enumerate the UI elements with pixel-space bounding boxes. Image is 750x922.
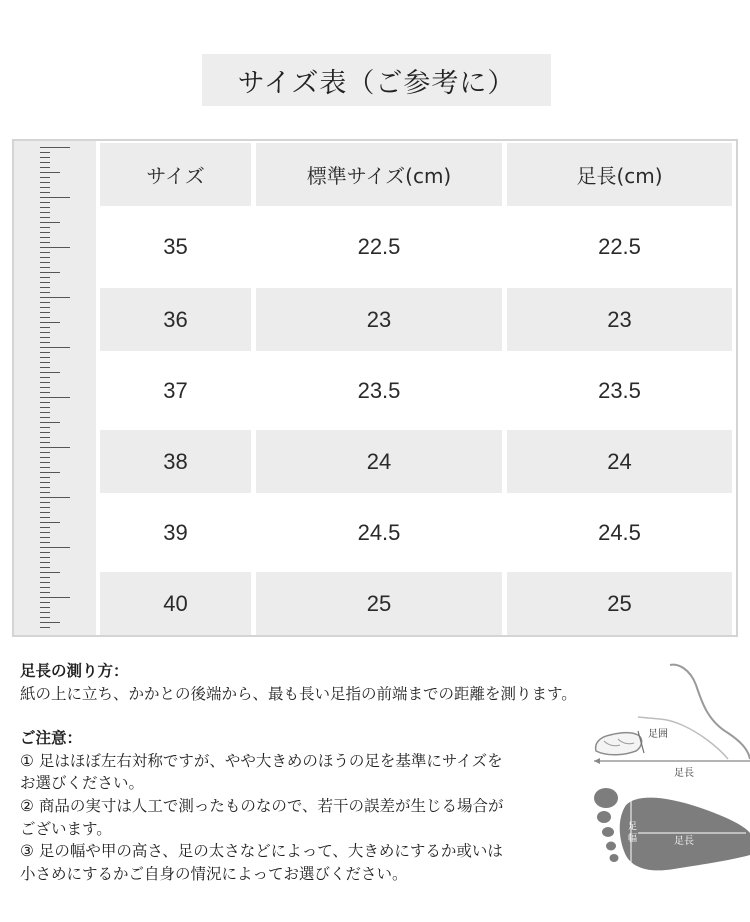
ruler-tick xyxy=(40,627,50,628)
header-size: サイズ xyxy=(100,143,251,206)
ruler-tick xyxy=(40,172,60,173)
ruler-tick xyxy=(40,352,50,353)
ruler-tick xyxy=(40,567,50,568)
ruler-tick xyxy=(40,427,50,428)
cell-foot-length: 23.5 xyxy=(598,377,641,403)
ruler-tick xyxy=(40,232,50,233)
caution-line: ② 商品の実寸は人工で測ったものなので、若干の誤差が生じる場合が xyxy=(20,796,504,815)
caution-line: お選びください。 xyxy=(20,774,145,793)
ruler-tick xyxy=(40,522,60,523)
ruler-tick xyxy=(40,242,50,243)
cell-standard-size: 24.5 xyxy=(357,519,401,545)
ruler-tick xyxy=(40,382,50,383)
ruler-tick xyxy=(40,167,50,168)
ruler-tick xyxy=(40,387,50,388)
ruler-tick xyxy=(40,457,50,458)
ruler-tick xyxy=(40,162,50,163)
ruler-tick xyxy=(40,222,60,223)
ruler-tick xyxy=(40,462,50,463)
ruler-tick xyxy=(40,542,50,543)
ruler-tick xyxy=(40,152,50,153)
ruler-tick xyxy=(40,267,50,268)
ruler-tick xyxy=(40,192,50,193)
cell-size: 38 xyxy=(100,430,251,493)
ruler-tick xyxy=(40,492,50,493)
cell-size: 39 xyxy=(163,519,188,545)
cell-size: 37 xyxy=(163,377,188,403)
ruler-tick xyxy=(40,447,70,448)
cell-size: 35 xyxy=(163,233,188,259)
ruler-tick xyxy=(40,147,70,148)
foot-measurement-diagram xyxy=(578,655,750,895)
ruler-tick xyxy=(40,362,50,363)
ruler-tick xyxy=(40,282,50,283)
ruler-tick xyxy=(40,582,50,583)
ruler-tick xyxy=(40,187,50,188)
ruler-tick xyxy=(40,182,50,183)
cell-foot-length: 22.5 xyxy=(598,233,641,259)
cell-standard-size: 24 xyxy=(256,430,502,493)
ruler-tick xyxy=(40,617,50,618)
ruler-tick xyxy=(40,532,50,533)
ruler-tick xyxy=(40,572,60,573)
ruler-tick xyxy=(40,622,60,623)
ruler-tick xyxy=(40,552,50,553)
ruler-tick xyxy=(40,207,50,208)
width-label-char: 足 xyxy=(628,822,638,832)
cell-foot-length: 24.5 xyxy=(598,519,641,545)
cell-foot-length: 23 xyxy=(507,288,732,351)
caution-line: ございます。 xyxy=(20,819,112,838)
ruler-tick xyxy=(40,397,70,398)
cell-foot-length: 25 xyxy=(507,572,732,635)
ruler-tick xyxy=(40,177,50,178)
ruler-tick xyxy=(40,602,50,603)
cell-size: 40 xyxy=(100,572,251,635)
ruler-tick xyxy=(40,407,50,408)
cell-size: 36 xyxy=(100,288,251,351)
foot-side-outline xyxy=(670,665,750,759)
ruler-tick xyxy=(40,412,50,413)
ruler-tick xyxy=(40,337,50,338)
ruler-tick xyxy=(40,402,50,403)
cell-standard-size: 22.5 xyxy=(357,233,401,259)
width-label-char: 幅 xyxy=(628,834,638,844)
ruler-tick xyxy=(40,392,50,393)
ruler-tick xyxy=(40,507,50,508)
footprint-sole xyxy=(620,798,750,871)
caution-heading: ご注意： xyxy=(20,729,83,748)
toe-outline xyxy=(596,733,642,755)
ruler-tick xyxy=(40,597,70,598)
ruler-tick xyxy=(40,272,60,273)
caution-line: ① 足はほぼ左右対称ですが、やや大きめのほうの足を基準にサイズを xyxy=(20,751,503,770)
ruler-tick xyxy=(40,422,60,423)
cell-standard-size: 25 xyxy=(256,572,502,635)
ruler-tick xyxy=(40,247,70,248)
ruler-tick xyxy=(40,442,50,443)
ruler-tick xyxy=(40,432,50,433)
ruler-tick xyxy=(40,452,50,453)
ruler-tick xyxy=(40,537,50,538)
ruler-tick xyxy=(40,607,50,608)
ruler-tick xyxy=(40,502,50,503)
ruler-tick xyxy=(40,467,50,468)
measure-heading: 足長の測り方： xyxy=(20,662,129,680)
ruler-tick xyxy=(40,592,50,593)
ruler-tick xyxy=(40,227,50,228)
ruler-tick xyxy=(40,197,70,198)
ruler-tick xyxy=(40,517,50,518)
ruler-tick xyxy=(40,437,50,438)
ruler-tick xyxy=(40,527,50,528)
girth-label: 足囲 xyxy=(648,729,668,740)
ruler-tick xyxy=(40,257,50,258)
page-title: サイズ表（ご参考に） xyxy=(202,54,551,106)
header-standard-size: 標準サイズ(cm) xyxy=(256,143,502,206)
ruler-tick xyxy=(40,347,70,348)
measure-text: 紙の上に立ち、かかとの後端から、最も長い足指の前端までの距離を測ります。 xyxy=(20,684,577,703)
ruler-tick xyxy=(40,342,50,343)
ruler-tick xyxy=(40,287,50,288)
ruler-tick xyxy=(40,317,50,318)
length-bottom-label: 足長 xyxy=(674,836,694,847)
ruler-tick xyxy=(40,377,50,378)
ruler-tick xyxy=(40,472,60,473)
ruler-tick xyxy=(40,212,50,213)
cell-standard-size: 23 xyxy=(256,288,502,351)
ruler-tick xyxy=(40,557,50,558)
ruler-tick xyxy=(40,292,50,293)
header-foot-length: 足長(cm) xyxy=(507,143,732,206)
caution-line: ③ 足の幅や甲の高さ、足の太さなどによって、大きめにするか或いは xyxy=(20,842,503,861)
ruler-tick xyxy=(40,372,60,373)
cell-standard-size: 23.5 xyxy=(357,377,401,403)
ruler-tick xyxy=(40,217,50,218)
ruler-tick xyxy=(40,497,70,498)
ruler-tick xyxy=(40,332,50,333)
ruler-tick xyxy=(40,277,50,278)
ruler-tick xyxy=(40,512,50,513)
ruler-tick xyxy=(40,327,50,328)
ruler-tick xyxy=(40,417,50,418)
ruler-tick xyxy=(40,252,50,253)
ruler-tick xyxy=(40,587,50,588)
toe-prints xyxy=(594,788,619,862)
ruler-tick xyxy=(40,297,70,298)
ruler-tick xyxy=(40,577,50,578)
ruler-tick xyxy=(40,302,50,303)
ruler-decoration xyxy=(14,141,96,635)
ruler-tick xyxy=(40,612,50,613)
ruler-tick xyxy=(40,312,50,313)
ruler-tick xyxy=(40,487,50,488)
ruler-tick xyxy=(40,262,50,263)
notes-section xyxy=(20,660,670,885)
ruler-tick xyxy=(40,237,50,238)
cell-foot-length: 24 xyxy=(507,430,732,493)
caution-line: 小さめにするかご自身の情況によってお選びください。 xyxy=(20,864,408,883)
ruler-tick xyxy=(40,357,50,358)
ruler-tick xyxy=(40,202,50,203)
ruler-tick xyxy=(40,562,50,563)
ruler-tick xyxy=(40,367,50,368)
ruler-tick xyxy=(40,322,60,323)
ruler-tick xyxy=(40,477,50,478)
ruler-tick xyxy=(40,157,50,158)
ruler-tick xyxy=(40,482,50,483)
ruler-tick xyxy=(40,307,50,308)
ruler-tick xyxy=(40,547,70,548)
length-top-label: 足長 xyxy=(674,768,694,779)
